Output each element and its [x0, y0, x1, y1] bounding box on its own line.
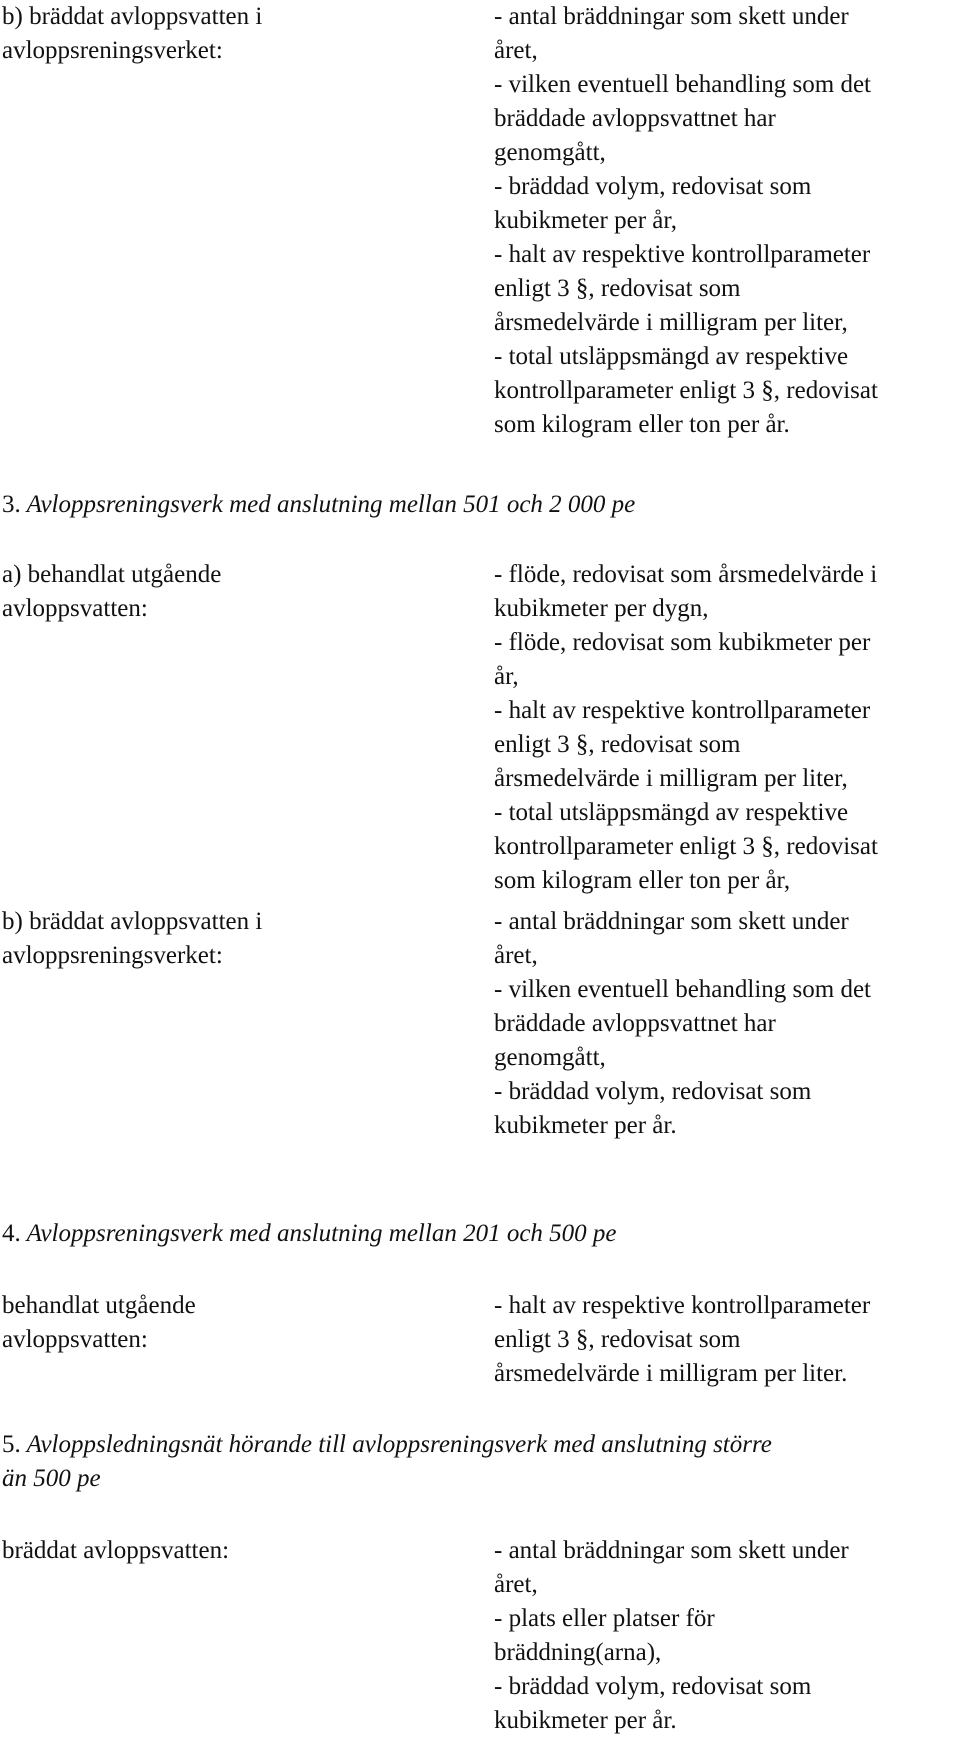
entry-term: b) bräddat avloppsvatten i avloppsreningsverket: [2, 3, 263, 64]
entry-description: - flöde, redovisat som årsmedelvärde i kubikmeter per dygn, - flöde, redovisat som kubikmeter per år, - halt av respektive kontrollparameter enligt 3 §, redovisat som årsmedelvärde i milligram per liter, - total utsläppsmängd av respektive kontrollparameter enligt 3 §, redovisat som kilogram eller ton per år, [494, 561, 878, 894]
entry-description: - halt av respektive kontrollparameter enligt 3 §, redovisat som årsmedelvärde i milligram per liter. [494, 1292, 871, 1387]
entry-term: b) bräddat avloppsvatten i avloppsreningsverket: [2, 908, 263, 969]
section-5-heading: 5. Avloppsledningsnät hörande till avloppsreningsverk med anslutning större än 500 pe [2, 1431, 772, 1492]
entry-description: - antal bräddningar som skett under året, - vilken eventuell behandling som det bräddade avloppsvattnet har genomgått, - bräddad volym, redovisat som kubikmeter per år. [494, 908, 871, 1139]
section-4-heading: 4. Avloppsreningsverk med anslutning mellan 201 och 500 pe [2, 1220, 617, 1247]
entry-description: - antal bräddningar som skett under året, - plats eller platser för bräddning(arna), - bräddad volym, redovisat som kubikmeter per år. [494, 1537, 849, 1734]
entry-term: a) behandlat utgående avloppsvatten: [2, 561, 222, 622]
entry-term: bräddat avloppsvatten: [2, 1537, 230, 1564]
section-3-heading: 3. Avloppsreningsverk med anslutning mellan 501 och 2 000 pe [2, 491, 636, 518]
entry-description: - antal bräddningar som skett under året, - vilken eventuell behandling som det bräddade avloppsvattnet har genomgått, - bräddad volym, redovisat som kubikmeter per år, - halt av respektive kontrollparameter enligt 3 §, redovisat som årsmedelvärde i milligram per liter, - total utsläppsmängd av respektive kontrollparameter enligt 3 §, redovisat som kilogram eller ton per år. [494, 3, 878, 438]
entry-term: behandlat utgående avloppsvatten: [2, 1292, 196, 1353]
